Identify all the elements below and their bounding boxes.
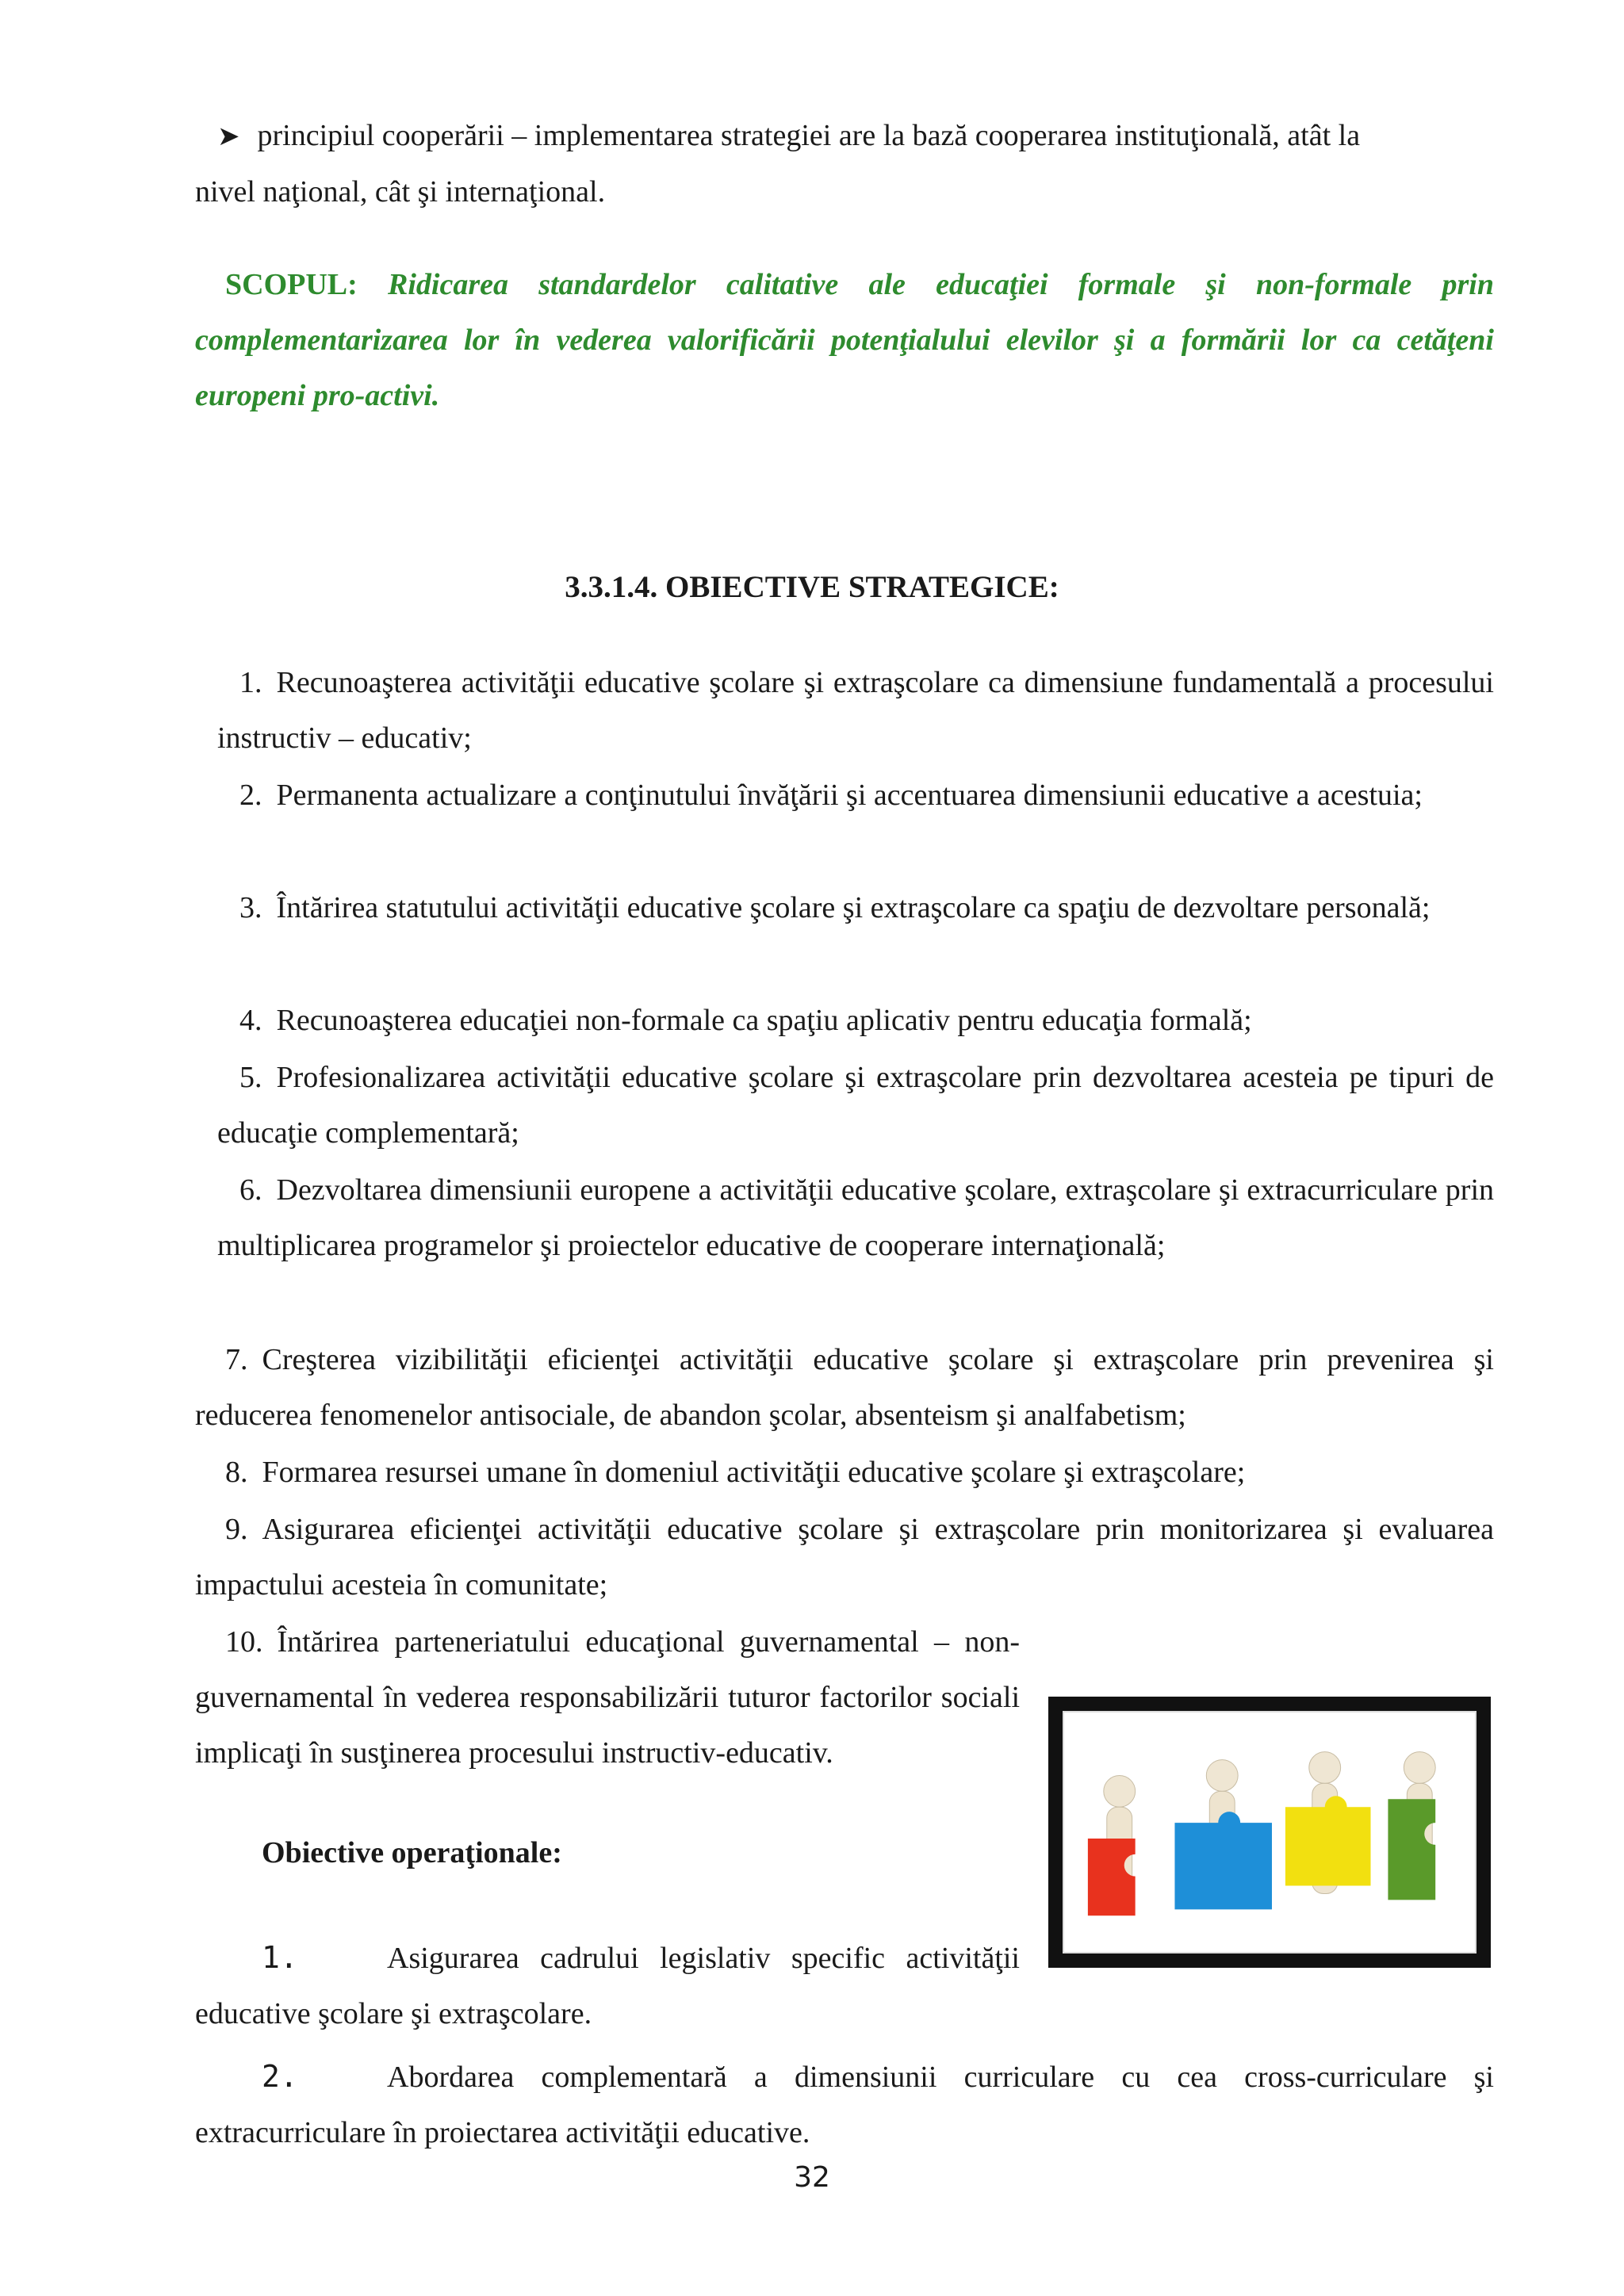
strategic-objective-8 (195, 1445, 1494, 1500)
strategic-objective-1 (217, 655, 1494, 766)
objective-text: Întărirea statutului activităţii educative şcolare şi extraşcolare ca spaţiu de dezvoltare personală; (276, 891, 1431, 924)
strategic-objective-7 (195, 1332, 1494, 1443)
strategic-objective-4 (217, 993, 1494, 1048)
strategic-objective-5 (217, 1050, 1494, 1161)
objective-number: 8. (225, 1456, 248, 1489)
objective-number: 1. (262, 1940, 298, 1975)
objective-text: Asigurarea eficienţei activităţii educative şcolare şi extraşcolare prin monitorizarea şi evaluarea impactului acesteia în comunitate; (195, 1513, 1494, 1601)
objective-text: Profesionalizarea activităţii educative şcolare şi extraşcolare prin dezvoltarea acesteia pe tipuri de educaţie complementară; (217, 1061, 1494, 1150)
operational-objective-2 (195, 2049, 1494, 2160)
operational-heading: Obiective operaţionale: (262, 1836, 562, 1869)
objective-text: Asigurarea cadrului legislativ specific activităţii educative şcolare şi extraşcolare. (195, 1942, 1020, 2030)
bullet-paragraph (195, 108, 1494, 220)
objective-number: 5. (239, 1061, 262, 1094)
objective-text: Permanenta actualizare a conţinutului învăţării şi accentuarea dimensiunii educative a acestuia; (276, 779, 1423, 812)
objective-number: 10. (225, 1625, 263, 1659)
arrow-bullet-icon: ➤ (217, 121, 240, 152)
objective-text: Creşterea vizibilităţii eficienţei activităţii educative şcolare şi extraşcolare prin prevenirea şi reducerea fenomenelor antisociale, de abandon şcolar, absenteism şi analfabetism; (195, 1343, 1494, 1432)
bullet-line-1: principiul cooperării – implementarea strategiei are la bază cooperarea instituţională, atât la (257, 119, 1361, 152)
page-number: 32 (794, 2161, 830, 2194)
objective-number: 6. (239, 1173, 262, 1207)
objective-text: Formarea resursei umane în domeniul activităţii educative şcolare şi extraşcolare; (262, 1456, 1246, 1489)
puzzle-team-picture (1048, 1697, 1491, 1968)
figure-red-icon (1088, 1775, 1136, 1915)
strategic-objective-3 (217, 880, 1494, 936)
bullet-line-2: nivel naţional, cât şi internaţional. (195, 175, 606, 209)
objective-number: 9. (225, 1513, 248, 1546)
objective-number: 2. (262, 2059, 298, 2094)
puzzle-team-illustration-icon (1063, 1711, 1477, 1954)
strategic-objective-6 (217, 1162, 1494, 1273)
figure-green-icon (1388, 1752, 1435, 1900)
objective-text: Recunoaşterea activităţii educative şcolare şi extraşcolare ca dimensiune fundamentală a procesului instructiv – educativ; (217, 666, 1494, 755)
section-heading: 3.3.1.4. OBIECTIVE STRATEGICE: (565, 570, 1059, 604)
objective-number: 1. (239, 666, 262, 699)
objective-number: 4. (239, 1004, 262, 1037)
strategic-objective-2 (217, 767, 1494, 823)
objective-number: 7. (225, 1343, 248, 1376)
figure-yellow-icon (1285, 1752, 1371, 1894)
strategic-objective-9 (195, 1502, 1494, 1613)
operational-objective-1 (195, 1930, 1020, 2042)
scope-paragraph (195, 257, 1494, 423)
scope-text: Ridicarea standardelor calitative ale educaţiei formale şi non-formale prin complementarizarea lor în vederea valorificării potenţialului elevilor şi a formării lor ca cetăţeni europeni pro-activi. (195, 268, 1494, 412)
objective-number: 2. (239, 779, 262, 812)
strategic-objective-10 (195, 1614, 1020, 1781)
figure-blue-icon (1174, 1760, 1272, 1910)
objective-text: Recunoaşterea educaţiei non-formale ca spaţiu aplicativ pentru educaţia formală; (276, 1004, 1252, 1037)
objective-text: Dezvoltarea dimensiunii europene a activităţii educative şcolare, extraşcolare şi extracurriculare prin multiplicarea programelor şi proiectelor educative de cooperare internaţională; (217, 1173, 1494, 1262)
objective-number: 3. (239, 891, 262, 924)
puzzle-figures-icon (1064, 1712, 1475, 1952)
objective-text: Întărirea parteneriatului educaţional guvernamental – non-guvernamental în vederea responsabilizării tuturor factorilor sociali implicaţi în susţinerea procesului instructiv-educativ. (195, 1625, 1020, 1770)
objective-text: Abordarea complementară a dimensiunii curriculare cu cea cross-curriculare şi extracurriculare în proiectarea activităţii educative. (195, 2061, 1494, 2149)
scope-label: SCOPUL: (225, 268, 358, 301)
